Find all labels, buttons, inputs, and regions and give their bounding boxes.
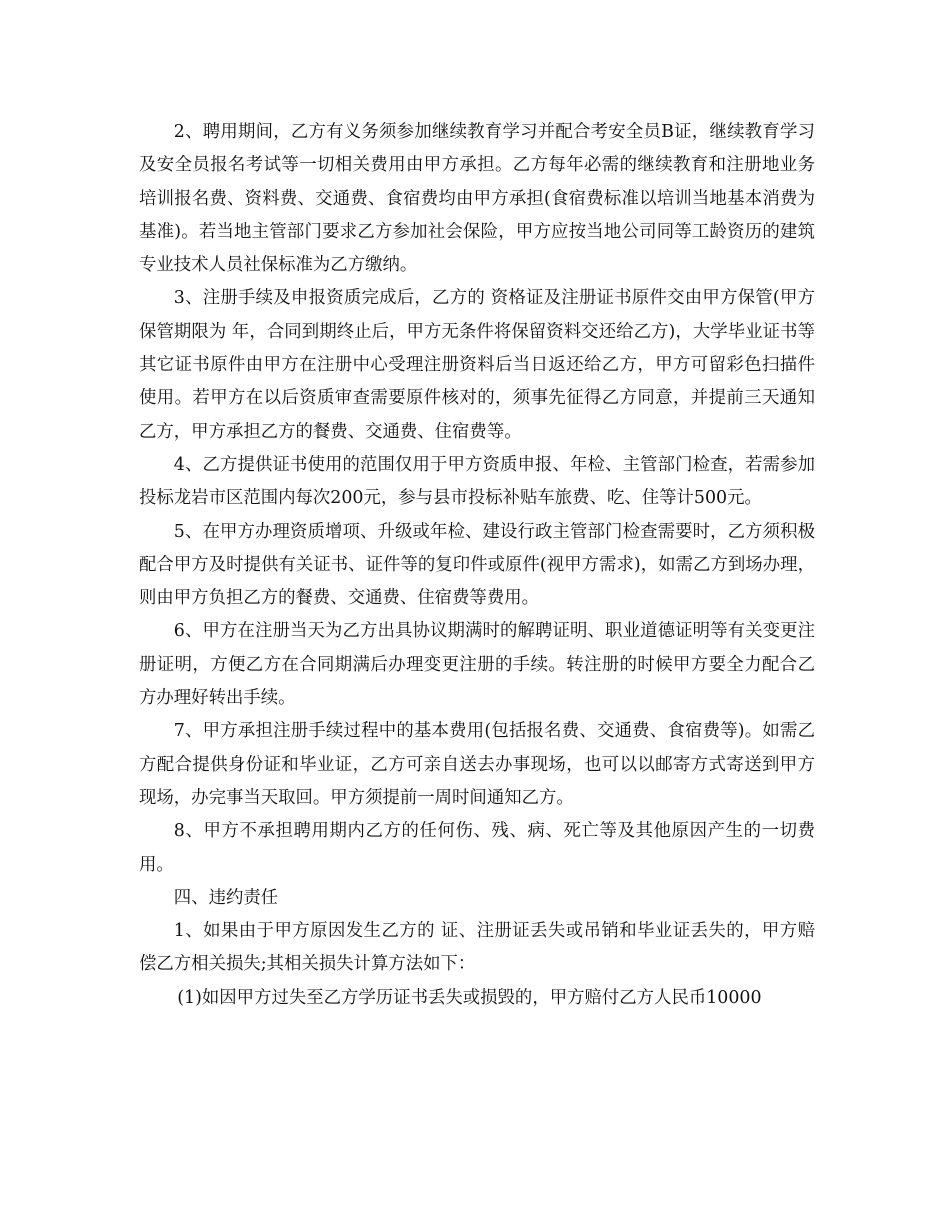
paragraph-breach-clause-1: 1、如果由于甲方原因发生乙方的 证、注册证丢失或吊销和毕业证丢失的，甲方赔偿乙方相关损失;其相关损失计算方法如下：: [139, 921, 815, 975]
section-heading-breach-liability: 四、违约责任: [173, 887, 279, 908]
paragraph-clause-5: 5、在甲方办理资质增项、升级或年检、建设行政主管部门检查需要时，乙方须积极配合甲方及时提供有关证书、证件等的复印件或原件(视甲方需求)，如需乙方到场办理，则由甲方负担乙方的餐费、交通费、住宿费等费用。: [139, 521, 815, 609]
paragraph-clause-7: 7、甲方承担注册手续过程中的基本费用(包括报名费、交通费、食宿费等)。如需乙方配合提供身份证和毕业证，乙方可亲自送去办事现场，也可以以邮寄方式寄送到甲方现场，办完事当天取回。甲方须提前一周时间通知乙方。: [139, 721, 815, 808]
paragraph-breach-subclause-1: (1)如因甲方过失至乙方学历证书丢失或损毁的，甲方赔付乙方人民币10000: [177, 987, 762, 1008]
paragraph-clause-8: 8、甲方不承担聘用期内乙方的任何伤、残、病、死亡等及其他原因产生的一切费用。: [139, 821, 815, 875]
paragraph-clause-6: 6、甲方在注册当天为乙方出具协议期满时的解聘证明、职业道德证明等有关变更注册证明，方便乙方在合同期满后办理变更注册的手续。转注册的时候甲方要全力配合乙方办理好转出手续。: [139, 621, 815, 709]
paragraph-clause-2: 2、聘用期间，乙方有义务须参加继续教育学习并配合考安全员B证，继续教育学习及安全员报名考试等一切相关费用由甲方承担。乙方每年必需的继续教育和注册地业务培训报名费、资料费、交通费、食宿费均由甲方承担(食宿费标准以培训当地基本消费为基准)。若当地主管部门要求乙方参加社会保险，甲方应按当地公司同等工龄资历的建筑专业技术人员社保标准为乙方缴纳。: [139, 122, 815, 276]
paragraph-clause-3: 3、注册手续及申报资质完成后，乙方的 资格证及注册证书原件交由甲方保管(甲方保管期限为 年，合同到期终止后，甲方无条件将保留资料交还给乙方)，大学毕业证书等其它证书原件由甲方在注册中心受理注册资料后当日返还给乙方，甲方可留彩色扫描件使用。若甲方在以后资质审查需要原件核对的，须事先征得乙方同意，并提前三天通知乙方，甲方承担乙方的餐费、交通费、住宿费等。: [139, 288, 815, 442]
document-body: [139, 116, 815, 1015]
paragraph-clause-4: 4、乙方提供证书使用的范围仅用于甲方资质申报、年检、主管部门检查，若需参加投标龙岩市区范围内每次200元，参与县市投标补贴车旅费、吃、住等计500元。: [139, 454, 815, 509]
